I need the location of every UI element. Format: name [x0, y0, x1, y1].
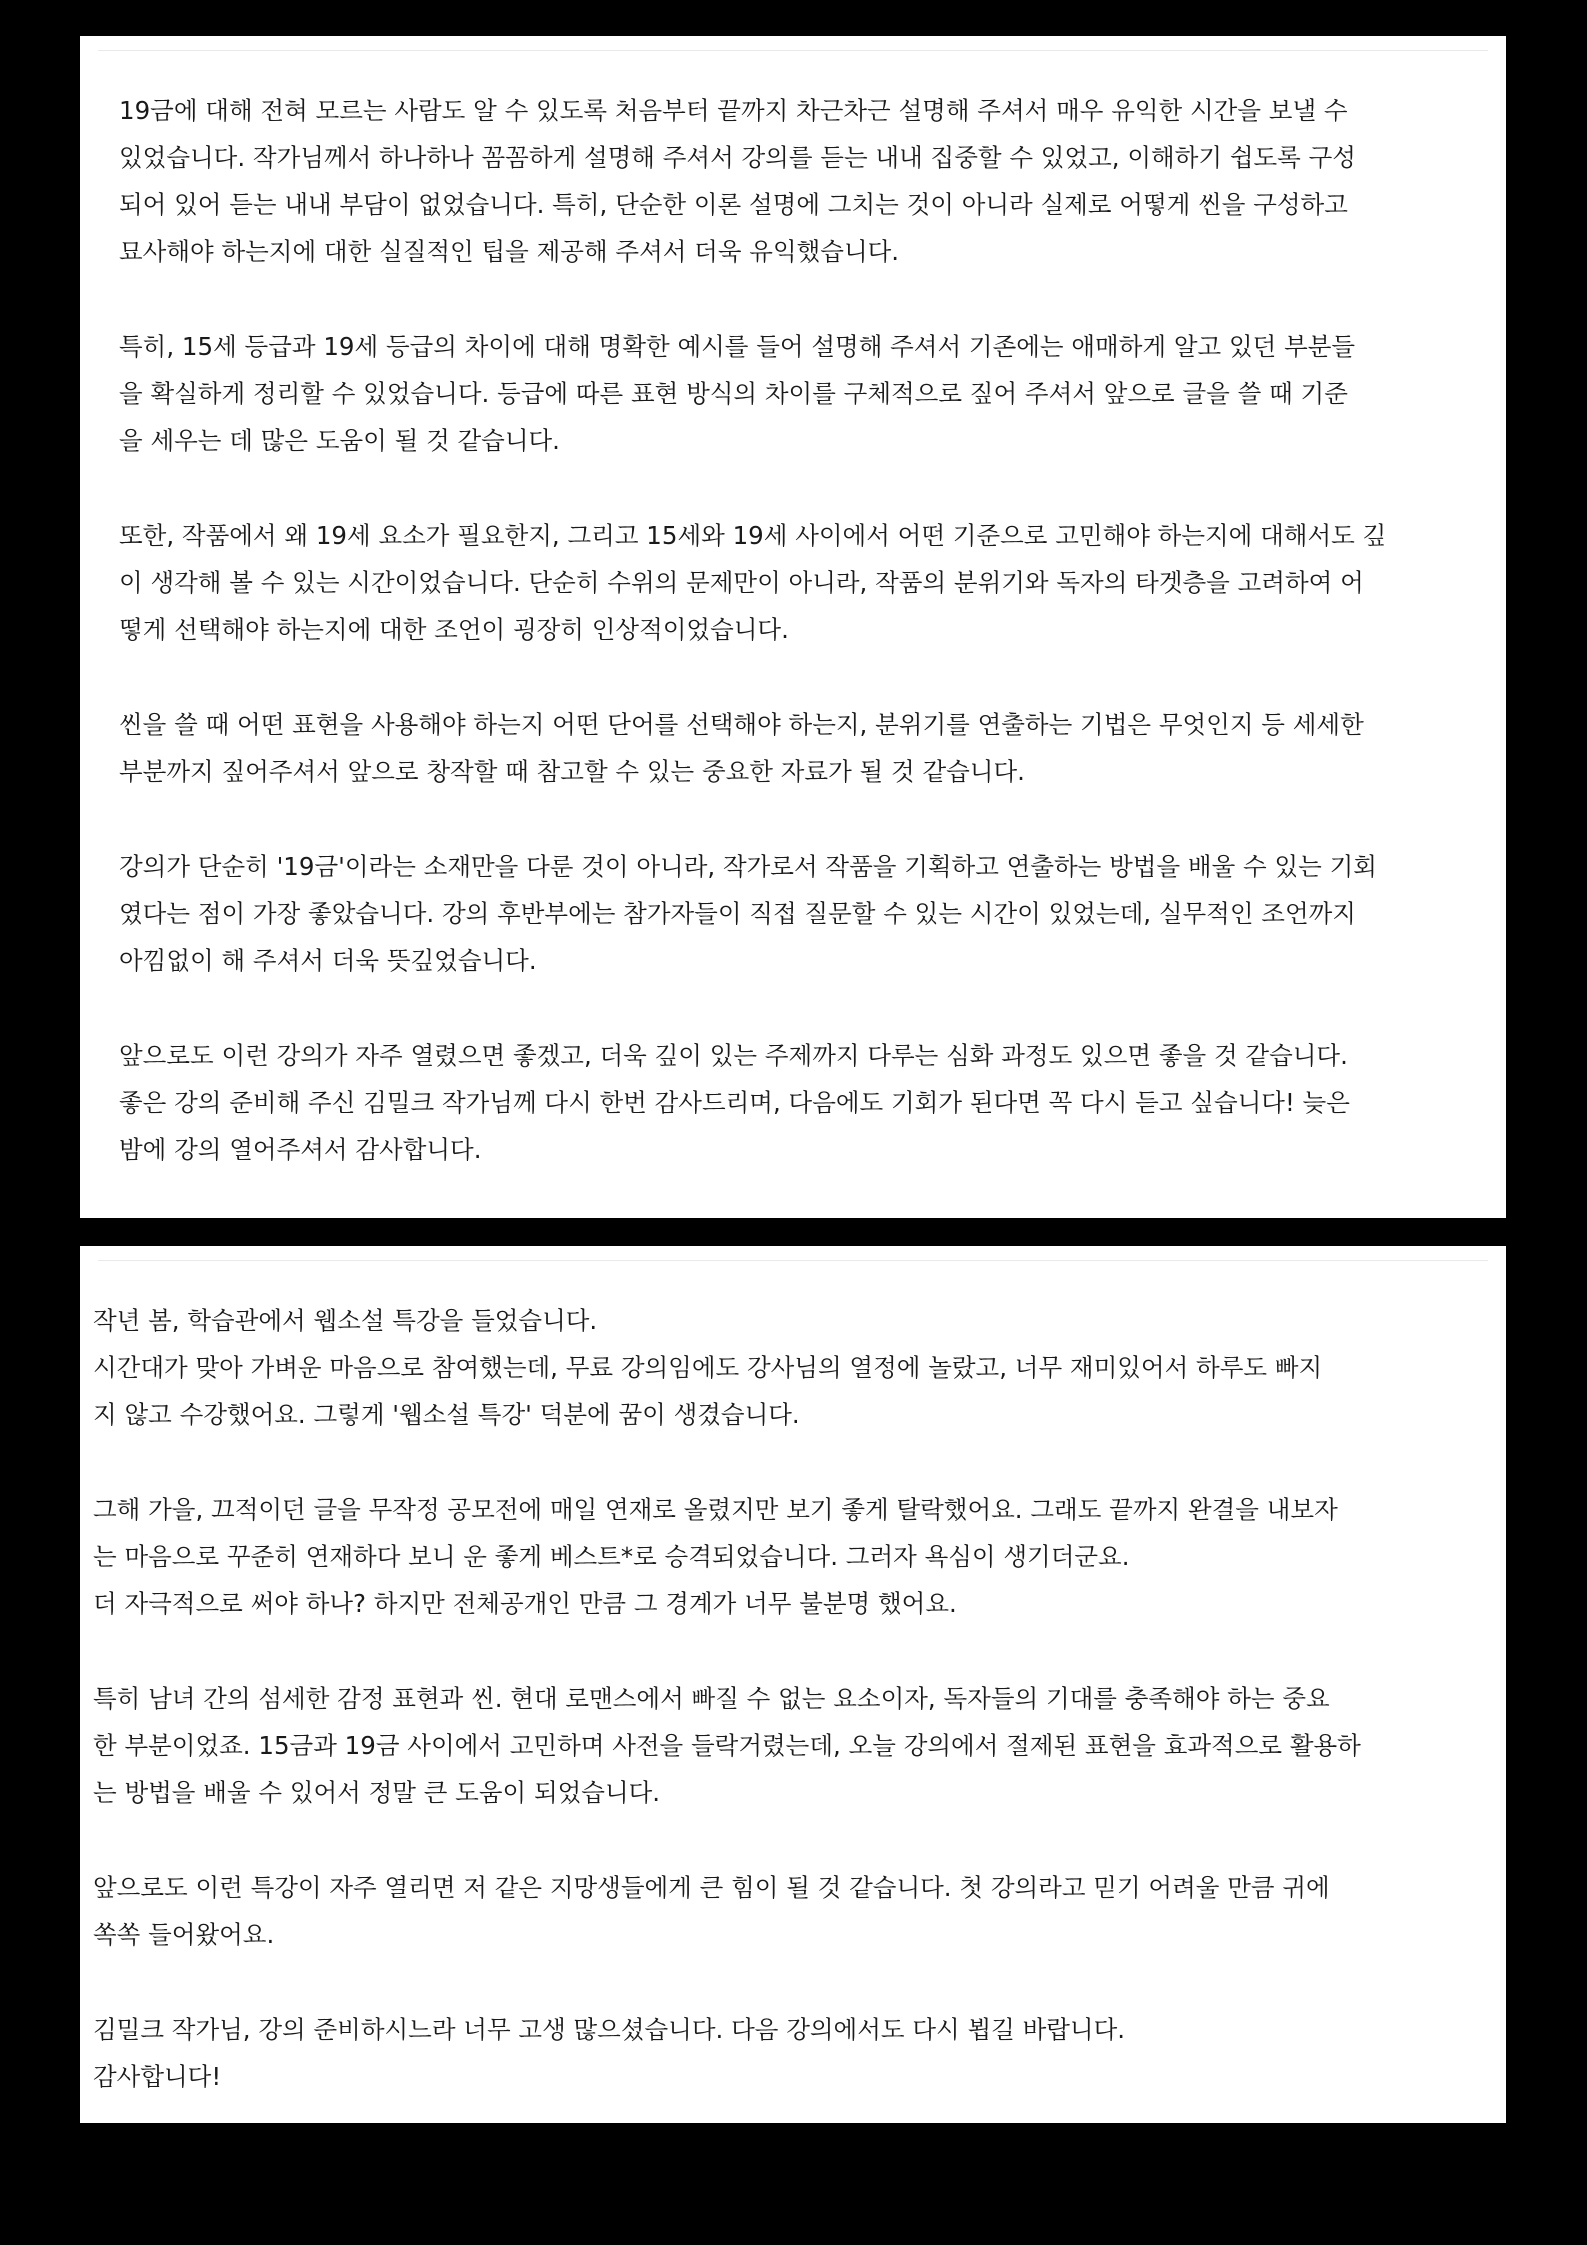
review-body-2 [80, 1261, 1506, 2100]
review-2-paragraph [93, 1297, 1482, 1438]
text-line: 19금에 대해 전혀 모르는 사람도 알 수 있도록 처음부터 끝까지 차근차근 설명해 주셔서 매우 유익한 시간을 보낼 수 [119, 96, 1348, 125]
review-2-paragraph [93, 1486, 1482, 1627]
text-line: 한 부분이었죠. 15금과 19금 사이에서 고민하며 사전을 들락거렸는데, 오늘 강의에서 절제된 표현을 효과적으로 활용하 [93, 1731, 1361, 1760]
review-card-1 [80, 36, 1506, 1218]
text-line: 묘사해야 하는지에 대한 실질적인 팁을 제공해 주셔서 더욱 유익했습니다. [119, 237, 900, 266]
text-line: 김밀크 작가님, 강의 준비하시느라 너무 고생 많으셨습니다. 다음 강의에서도 다시 뵙길 바랍니다. [93, 2015, 1126, 2044]
review-2-paragraph [93, 1675, 1482, 1816]
text-line: 밤에 강의 열어주셔서 감사합니다. [119, 1135, 482, 1164]
review-body-1 [80, 51, 1506, 1173]
text-line: 이 생각해 볼 수 있는 시간이었습니다. 단순히 수위의 문제만이 아니라, 작품의 분위기와 독자의 타겟층을 고려하여 어 [119, 568, 1364, 597]
text-line: 강의가 단순히 '19금'이라는 소재만을 다룬 것이 아니라, 작가로서 작품을 기획하고 연출하는 방법을 배울 수 있는 기회 [119, 852, 1377, 881]
review-1-paragraph [119, 87, 1482, 275]
review-2-paragraph [93, 2006, 1482, 2100]
text-line: 감사합니다! [93, 2062, 222, 2091]
text-line: 앞으로도 이런 특강이 자주 열리면 저 같은 지망생들에게 큰 힘이 될 것 같습니다. 첫 강의라고 믿기 어려울 만큼 귀에 [93, 1873, 1330, 1902]
text-line: 씬을 쓸 때 어떤 표현을 사용해야 하는지 어떤 단어를 선택해야 하는지, 분위기를 연출하는 기법은 무엇인지 등 세세한 [119, 710, 1364, 739]
review-1-paragraph [119, 323, 1482, 464]
text-line: 지 않고 수강했어요. 그렇게 '웹소설 특강' 덕분에 꿈이 생겼습니다. [93, 1400, 800, 1429]
review-1-paragraph [119, 701, 1482, 795]
text-line: 시간대가 맞아 가벼운 마음으로 참여했는데, 무료 강의임에도 강사님의 열정에 놀랐고, 너무 재미있어서 하루도 빠지 [93, 1353, 1323, 1382]
text-line: 부분까지 짚어주셔서 앞으로 창작할 때 참고할 수 있는 중요한 자료가 될 것 같습니다. [119, 757, 1025, 786]
text-line: 을 세우는 데 많은 도움이 될 것 같습니다. [119, 426, 560, 455]
text-line: 는 방법을 배울 수 있어서 정말 큰 도움이 되었습니다. [93, 1778, 661, 1807]
review-1-paragraph [119, 1032, 1482, 1173]
review-card-2 [80, 1246, 1506, 2123]
text-line: 더 자극적으로 써야 하나? 하지만 전체공개인 만큼 그 경계가 너무 불분명 했어요. [93, 1589, 957, 1618]
text-line: 있었습니다. 작가님께서 하나하나 꼼꼼하게 설명해 주셔서 강의를 듣는 내내 집중할 수 있었고, 이해하기 쉽도록 구성 [119, 143, 1356, 172]
text-line: 쏙쏙 들어왔어요. [93, 1920, 275, 1949]
text-line: 아낌없이 해 주셔서 더욱 뜻깊었습니다. [119, 946, 537, 975]
text-line: 을 확실하게 정리할 수 있었습니다. 등급에 따른 표현 방식의 차이를 구체적으로 짚어 주셔서 앞으로 글을 쓸 때 기준 [119, 379, 1348, 408]
text-line: 떻게 선택해야 하는지에 대한 조언이 굉장히 인상적이었습니다. [119, 615, 789, 644]
text-line: 특히 남녀 간의 섬세한 감정 표현과 씬. 현대 로맨스에서 빠질 수 없는 요소이자, 독자들의 기대를 충족해야 하는 중요 [93, 1684, 1330, 1713]
review-2-paragraph [93, 1864, 1482, 1958]
text-line: 좋은 강의 준비해 주신 김밀크 작가님께 다시 한번 감사드리며, 다음에도 기회가 된다면 꼭 다시 듣고 싶습니다! 늦은 [119, 1088, 1350, 1117]
text-line: 또한, 작품에서 왜 19세 요소가 필요한지, 그리고 15세와 19세 사이에서 어떤 기준으로 고민해야 하는지에 대해서도 깊 [119, 521, 1387, 550]
text-line: 그해 가을, 끄적이던 글을 무작정 공모전에 매일 연재로 올렸지만 보기 좋게 탈락했어요. 그래도 끝까지 완결을 내보자 [93, 1495, 1338, 1524]
text-line: 특히, 15세 등급과 19세 등급의 차이에 대해 명확한 예시를 들어 설명해 주셔서 기존에는 애매하게 알고 있던 부분들 [119, 332, 1356, 361]
text-line: 는 마음으로 꾸준히 연재하다 보니 운 좋게 베스트*로 승격되었습니다. 그러자 욕심이 생기더군요. [93, 1542, 1130, 1571]
review-1-paragraph [119, 843, 1482, 984]
text-line: 되어 있어 듣는 내내 부담이 없었습니다. 특히, 단순한 이론 설명에 그치는 것이 아니라 실제로 어떻게 씬을 구성하고 [119, 190, 1348, 219]
text-line: 였다는 점이 가장 좋았습니다. 강의 후반부에는 참가자들이 직접 질문할 수 있는 시간이 있었는데, 실무적인 조언까지 [119, 899, 1356, 928]
text-line: 앞으로도 이런 강의가 자주 열렸으면 좋겠고, 더욱 깊이 있는 주제까지 다루는 심화 과정도 있으면 좋을 것 같습니다. [119, 1041, 1348, 1070]
review-1-paragraph [119, 512, 1482, 653]
text-line: 작년 봄, 학습관에서 웹소설 특강을 들었습니다. [93, 1306, 598, 1335]
